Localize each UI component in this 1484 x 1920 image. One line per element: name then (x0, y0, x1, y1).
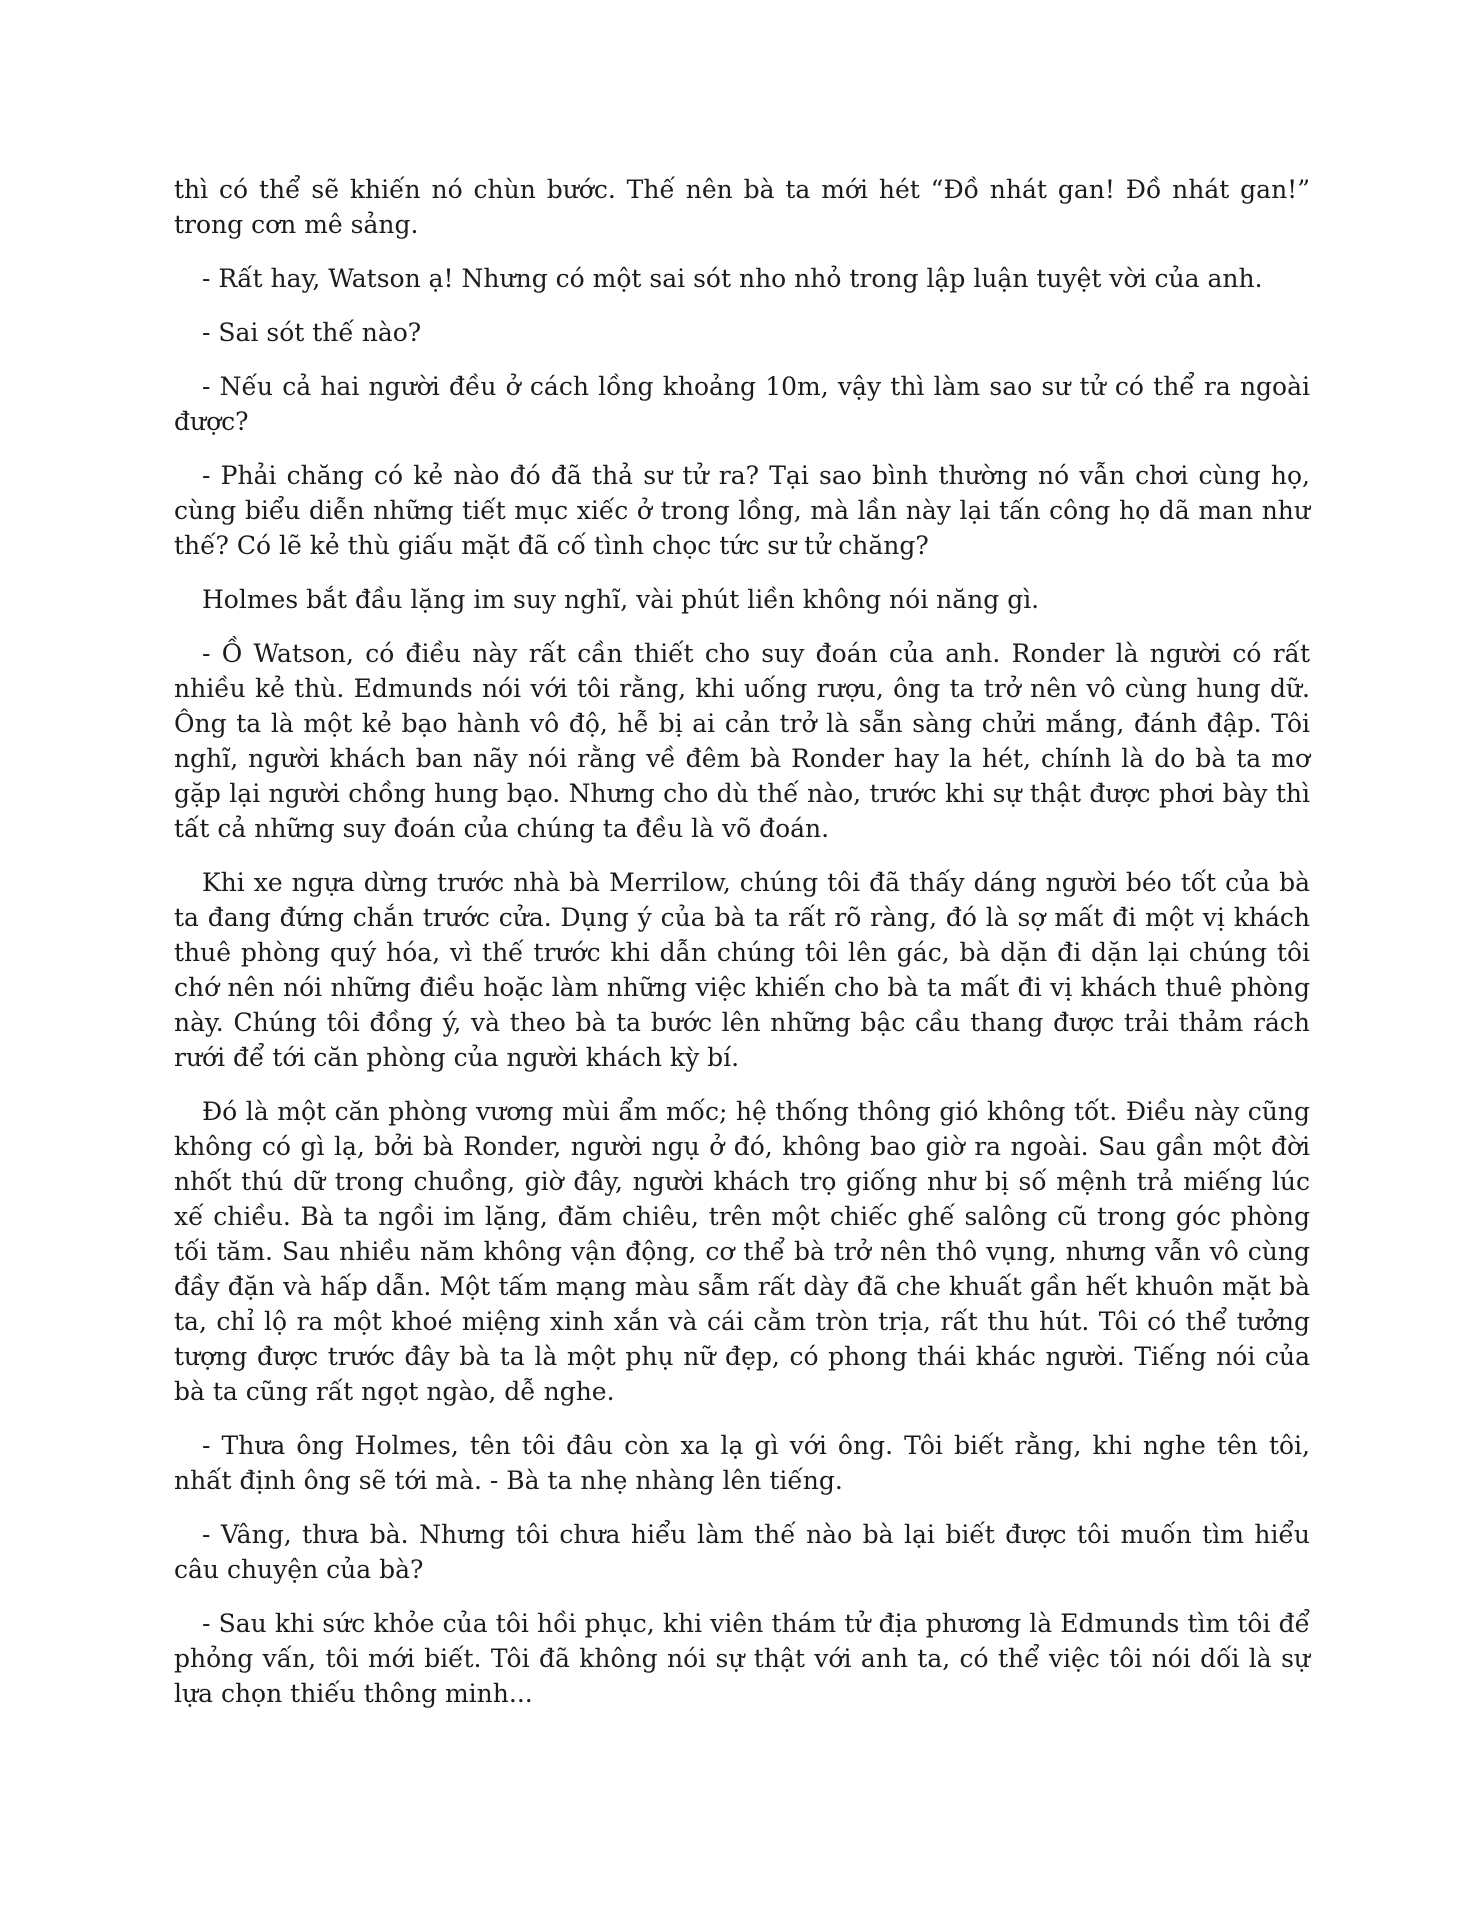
paragraph-12: - Sau khi sức khỏe của tôi hồi phục, khi viên thám tử địa phương là Edmunds tìm tôi để phỏng vấn, tôi mới biết. Tôi đã không nói sự thật với anh ta, có thể việc tôi nói dối là sự lựa chọn thiếu thông minh... (174, 1609, 1310, 1708)
paragraph-1: thì có thể sẽ khiến nó chùn bước. Thế nên bà ta mới hét “Đồ nhát gan! Đồ nhát gan!” trong cơn mê sảng. (174, 175, 1310, 239)
paragraph-8: Khi xe ngựa dừng trước nhà bà Merrilow, chúng tôi đã thấy dáng người béo tốt của bà ta đang đứng chắn trước cửa. Dụng ý của bà ta rất rõ ràng, đó là sợ mất đi một vị khách thuê phòng quý hóa, vì thế trước khi dẫn chúng tôi lên gác, bà dặn đi dặn lại chúng tôi chớ nên nói những điều hoặc làm những việc khiến cho bà ta mất đi vị khách thuê phòng này. Chúng tôi đồng ý, và theo bà ta bước lên những bậc cầu thang được trải thảm rách rưới để tới căn phòng của người khách kỳ bí. (174, 868, 1310, 1072)
document-page (174, 172, 1310, 1730)
paragraph-6: Holmes bắt đầu lặng im suy nghĩ, vài phút liền không nói năng gì. (202, 585, 1040, 614)
paragraph-4: - Nếu cả hai người đều ở cách lồng khoảng 10m, vậy thì làm sao sư tử có thể ra ngoài được? (174, 372, 1310, 436)
paragraph-11: - Vâng, thưa bà. Nhưng tôi chưa hiểu làm thế nào bà lại biết được tôi muốn tìm hiểu câu chuyện của bà? (174, 1520, 1310, 1584)
paragraph-10: - Thưa ông Holmes, tên tôi đâu còn xa lạ gì với ông. Tôi biết rằng, khi nghe tên tôi, nhất định ông sẽ tới mà. - Bà ta nhẹ nhàng lên tiếng. (174, 1431, 1310, 1495)
paragraph-9: Đó là một căn phòng vương mùi ẩm mốc; hệ thống thông gió không tốt. Điều này cũng không có gì lạ, bởi bà Ronder, người ngụ ở đó, không bao giờ ra ngoài. Sau gần một đời nhốt thú dữ trong chuồng, giờ đây, người khách trọ giống như bị số mệnh trả miếng lúc xế chiều. Bà ta ngồi im lặng, đăm chiêu, trên một chiếc ghế salông cũ trong góc phòng tối tăm. Sau nhiều năm không vận động, cơ thể bà trở nên thô vụng, nhưng vẫn vô cùng đầy đặn và hấp dẫn. Một tấm mạng màu sẫm rất dày đã che khuất gần hết khuôn mặt bà ta, chỉ lộ ra một khoé miệng xinh xắn và cái cằm tròn trịa, rất thu hút. Tôi có thể tưởng tượng được trước đây bà ta là một phụ nữ đẹp, có phong thái khác người. Tiếng nói của bà ta cũng rất ngọt ngào, dễ nghe. (174, 1097, 1310, 1406)
paragraph-5: - Phải chăng có kẻ nào đó đã thả sư tử ra? Tại sao bình thường nó vẫn chơi cùng họ, cùng biểu diễn những tiết mục xiếc ở trong lồng, mà lần này lại tấn công họ dã man như thế? Có lẽ kẻ thù giấu mặt đã cố tình chọc tức sư tử chăng? (174, 461, 1310, 560)
paragraph-3: - Sai sót thế nào? (202, 318, 422, 347)
paragraph-2: - Rất hay, Watson ạ! Nhưng có một sai sót nho nhỏ trong lập luận tuyệt vời của anh. (202, 264, 1263, 293)
paragraph-7: - Ồ Watson, có điều này rất cần thiết cho suy đoán của anh. Ronder là người có rất nhiều kẻ thù. Edmunds nói với tôi rằng, khi uống rượu, ông ta trở nên vô cùng hung dữ. Ông ta là một kẻ bạo hành vô độ, hễ bị ai cản trở là sẵn sàng chửi mắng, đánh đập. Tôi nghĩ, người khách ban nãy nói rằng về đêm bà Ronder hay la hét, chính là do bà ta mơ gặp lại người chồng hung bạo. Nhưng cho dù thế nào, trước khi sự thật được phơi bày thì tất cả những suy đoán của chúng ta đều là võ đoán. (174, 639, 1310, 843)
